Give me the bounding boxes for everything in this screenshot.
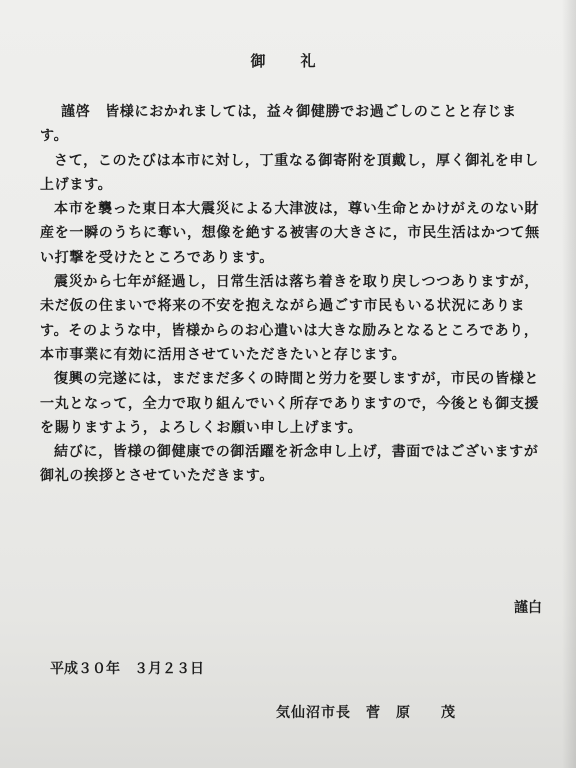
closing-word: 謹白 [514, 600, 542, 616]
paragraph-reconstruction: 復興の完遂には，まだまだ多くの時間と労力を要しますが，市民の皆様と一丸となって，全力で取り組んでいく所存でありますので，今後とも御支援を賜りますよう，よろしくお願い申し上げます。 [40, 371, 540, 436]
letter-body [40, 100, 540, 489]
paragraph-greeting: 謹啓 皆様におかれましては，益々御健勝でお過ごしのことと存じます。 [40, 104, 517, 145]
paragraph-recovery-status: 震災から七年が経過し，日常生活は落ち着きを取り戻しつつありますが，未だ仮の住まいで将来の不安を抱えながら過ごす市民もいる状況にあります。そのような中，皆様からのお心遣いは大きな励みとなるところであり，本市事業に有効に活用させていただきたいと存じます。 [40, 274, 540, 363]
paper-shadow [562, 0, 576, 768]
paragraph-disaster: 本市を襲った東日本大震災による大津波は，尊い生命とかけがえのない財産を一瞬のうちに奪い，想像を絶する被害の大きさに，市民生活はかつて無い打撃を受けたところであります。 [40, 201, 540, 266]
letter-title: 御 礼 [250, 52, 326, 70]
paragraph-closing-remarks: 結びに，皆様の御健康での御活躍を祈念申し上げ，書面ではございますが御礼の挨拶とさせていただきます。 [40, 444, 539, 485]
letter-date: 平成３０年 ３月２３日 [50, 661, 204, 677]
signature-line: 気仙沼市長 菅 原 茂 [276, 705, 456, 721]
paragraph-thanks: さて，このたびは本市に対し，丁重なる御寄附を頂戴し，厚く御礼を申し上げます。 [40, 152, 539, 193]
